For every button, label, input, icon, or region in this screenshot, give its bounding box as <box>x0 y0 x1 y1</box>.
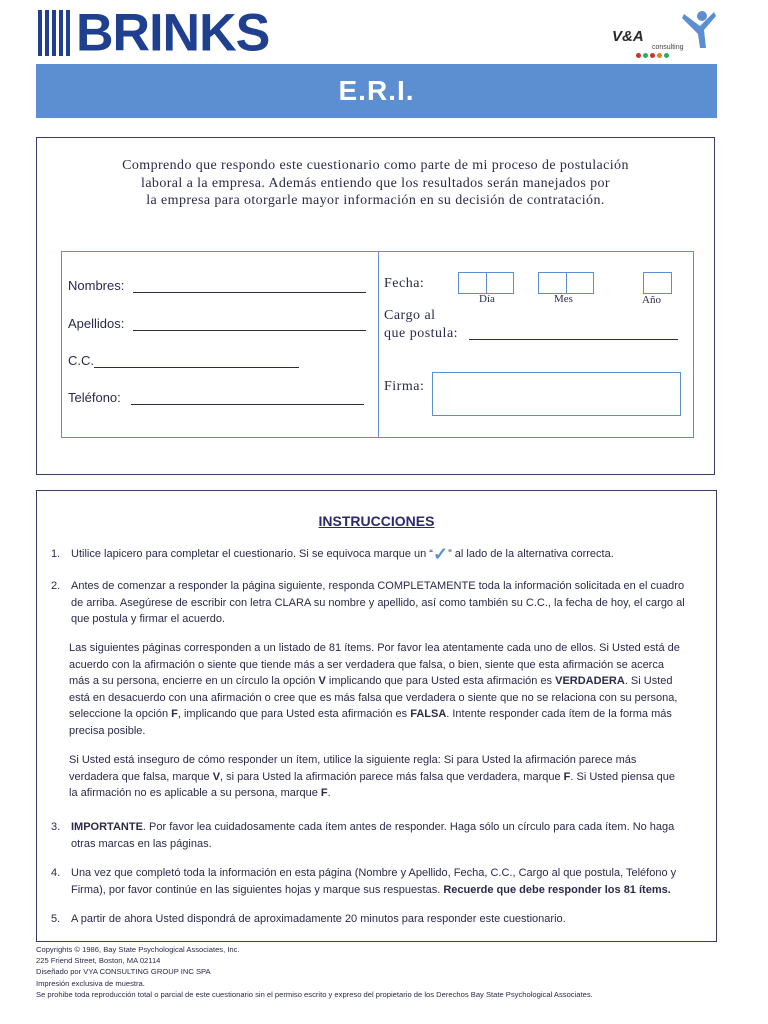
partner-logo-text: V&A <box>612 28 644 45</box>
dia-label: Día <box>479 293 495 305</box>
apellidos-field[interactable] <box>133 330 366 331</box>
dia-box-2[interactable] <box>486 272 514 294</box>
item-number: 4. <box>51 867 61 879</box>
para-line: está en desacuerdo con una afirmación o cree que es más falsa que verdadera o siente que no se relaciona con su persona, <box>69 691 678 704</box>
telefono-label: Teléfono: <box>68 390 121 405</box>
item2-line: de arriba. Asegúrese de escribir con letra CLARA su nombre y apellido, así como también su C.C., la fecha de hoy, el cargo al <box>71 596 685 609</box>
instructions-box <box>36 490 717 942</box>
item-number: 2. <box>51 580 61 592</box>
copyright-footer <box>36 944 593 1000</box>
cargo-field[interactable] <box>469 339 678 340</box>
item2-line: que postula y firmar el acuerdo. <box>71 613 226 625</box>
intro-line: Comprendo que respondo este cuestionario como parte de mi proceso de postulación <box>122 158 629 173</box>
para-segment: más a su persona, encierre en un círculo la opción <box>69 675 319 687</box>
footer-line: 225 Friend Street, Boston, MA 02114 <box>36 956 161 966</box>
cc-field[interactable] <box>94 367 299 368</box>
telefono-field[interactable] <box>131 404 364 405</box>
para-segment: la afirmación no es aplicable a su persona, marque <box>69 787 321 799</box>
option-f: F <box>171 708 178 720</box>
apellidos-label: Apellidos: <box>68 316 125 331</box>
word-falsa: FALSA <box>410 708 447 720</box>
para-line <box>69 769 701 786</box>
item-number: 3. <box>51 821 61 833</box>
item3-line: otras marcas en las páginas. <box>71 837 212 850</box>
dia-box-1[interactable] <box>458 272 487 294</box>
title-banner <box>36 64 717 118</box>
intro-line: la empresa para otorgarle mayor información en su decisión de contratación. <box>146 193 605 208</box>
item-text <box>71 865 699 898</box>
instructions-paragraph-1 <box>69 640 701 739</box>
logo-bars-icon <box>38 10 70 56</box>
cargo-label-1: Cargo al <box>384 308 436 323</box>
word-importante: IMPORTANTE <box>71 821 143 833</box>
footer-line: Copyrights © 1986, Bay State Psychological Associates, Inc. <box>36 945 240 954</box>
mes-label: Mes <box>554 293 573 305</box>
item3-line <box>71 819 699 836</box>
option-v: V <box>318 675 326 687</box>
instructions-paragraph-2 <box>69 752 701 802</box>
anio-label: Año <box>642 294 661 306</box>
footer-line: Diseñado por VYA CONSULTING GROUP INC SPA <box>36 967 211 977</box>
applicant-form <box>61 251 694 438</box>
item1-text-a: Utilice lapicero para completar el cuestionario. Si se equivoca marque un “ <box>71 548 433 560</box>
footer-line: Se prohibe toda reproducción total o parcial de este cuestionario sin el permiso escrito y expreso del propietario de los Derechos Bay State Psychological Associates. <box>36 989 593 999</box>
nombres-label: Nombres: <box>68 278 125 293</box>
footer-line: Impresión exclusiva de muestra. <box>36 978 145 988</box>
nombres-field[interactable] <box>133 292 366 293</box>
word-verdadera: VERDADERA <box>555 675 625 687</box>
vya-consulting-logo <box>612 8 722 60</box>
para-segment: , si para Usted la afirmación parece más falsa que verdadera, marque <box>220 770 564 783</box>
item-text <box>71 546 699 563</box>
anio-box[interactable] <box>643 272 672 294</box>
mes-box-2[interactable] <box>566 272 594 294</box>
item-number: 5. <box>51 913 61 925</box>
item-text: A partir de ahora Usted dispondrá de aproximadamente 20 minutos para responder este cuestionario. <box>71 913 566 925</box>
firma-box[interactable] <box>432 372 681 416</box>
para-line <box>69 673 701 690</box>
option-v: V <box>212 770 221 783</box>
item4-segment: Firma), por favor continúe en las siguientes hojas y marque sus respuestas. <box>71 883 444 896</box>
page-title: E.R.I. <box>338 75 415 106</box>
form-divider <box>378 252 379 437</box>
para-line: precisa posible. <box>69 724 146 737</box>
para-line <box>69 785 701 802</box>
cc-label: C.C. <box>68 353 94 368</box>
fecha-label: Fecha: <box>384 276 425 291</box>
item1-text-b: ” al lado de la alternativa correcta. <box>448 548 614 560</box>
item4-bold: Recuerde que debe responder los 81 ítems. <box>443 883 671 896</box>
checkmark-icon: ✓ <box>432 544 449 564</box>
partner-logo-sub: consulting <box>652 44 684 51</box>
para-line: Si Usted está inseguro de cómo responder un ítem, utilice la siguiente regla: Si para Usted la afirmación parece más <box>69 754 637 766</box>
item4-line: Una vez que completó toda la información en esta página (Nombre y Apellido, Fecha, C.C., Cargo al que postula, Teléfono y <box>71 867 677 879</box>
para-segment: . Si Usted piensa que <box>570 770 675 783</box>
firma-label: Firma: <box>384 379 425 394</box>
item4-line <box>71 882 699 899</box>
para-line: Las siguientes páginas corresponden a un listado de 81 ítems. Por favor lea atentamente cada uno de ellos. Si Usted está de <box>69 642 680 654</box>
option-f: F <box>320 787 328 799</box>
intro-line: laboral a la empresa. Además entiendo que los resultados serán manejados por <box>141 175 610 191</box>
cargo-label-2: que postula: <box>384 326 459 341</box>
item-text <box>71 578 699 628</box>
item3-segment: . Por favor lea cuidadosamente cada ítem antes de responder. Haga sólo un círculo para cada ítem. No haga <box>142 821 675 833</box>
mes-box-1[interactable] <box>538 272 567 294</box>
item-number: 1. <box>51 548 61 560</box>
para-line: acuerdo con la afirmación o siente que tiende más a ser verdadera que falsa, o bien, siente que esta afirmación se acerca <box>69 658 664 671</box>
intro-text <box>37 157 714 210</box>
person-figure-icon <box>678 8 722 52</box>
brand-name: BRINKS <box>76 3 270 63</box>
para-segment: . <box>327 787 331 799</box>
item-text <box>71 819 699 852</box>
para-line <box>69 706 701 723</box>
brinks-logo <box>38 3 270 63</box>
para-segment: . Si Usted <box>624 675 673 687</box>
para-segment: seleccione la opción <box>69 708 172 720</box>
para-segment: . Intente responder cada ítem de la forma más <box>446 708 672 720</box>
instructions-title: INSTRUCCIONES <box>318 513 435 529</box>
flag-dots-icon <box>636 53 669 58</box>
item2-line: Antes de comenzar a responder la página siguiente, responda COMPLETAMENTE toda la información solicitada en el cuadro <box>71 580 685 592</box>
para-segment: implicando que para Usted esta afirmación es <box>325 675 556 687</box>
option-f: F <box>563 770 571 783</box>
para-segment: verdadera que falsa, marque <box>69 770 213 783</box>
para-segment: , implicando que para Usted esta afirmación es <box>177 708 411 720</box>
